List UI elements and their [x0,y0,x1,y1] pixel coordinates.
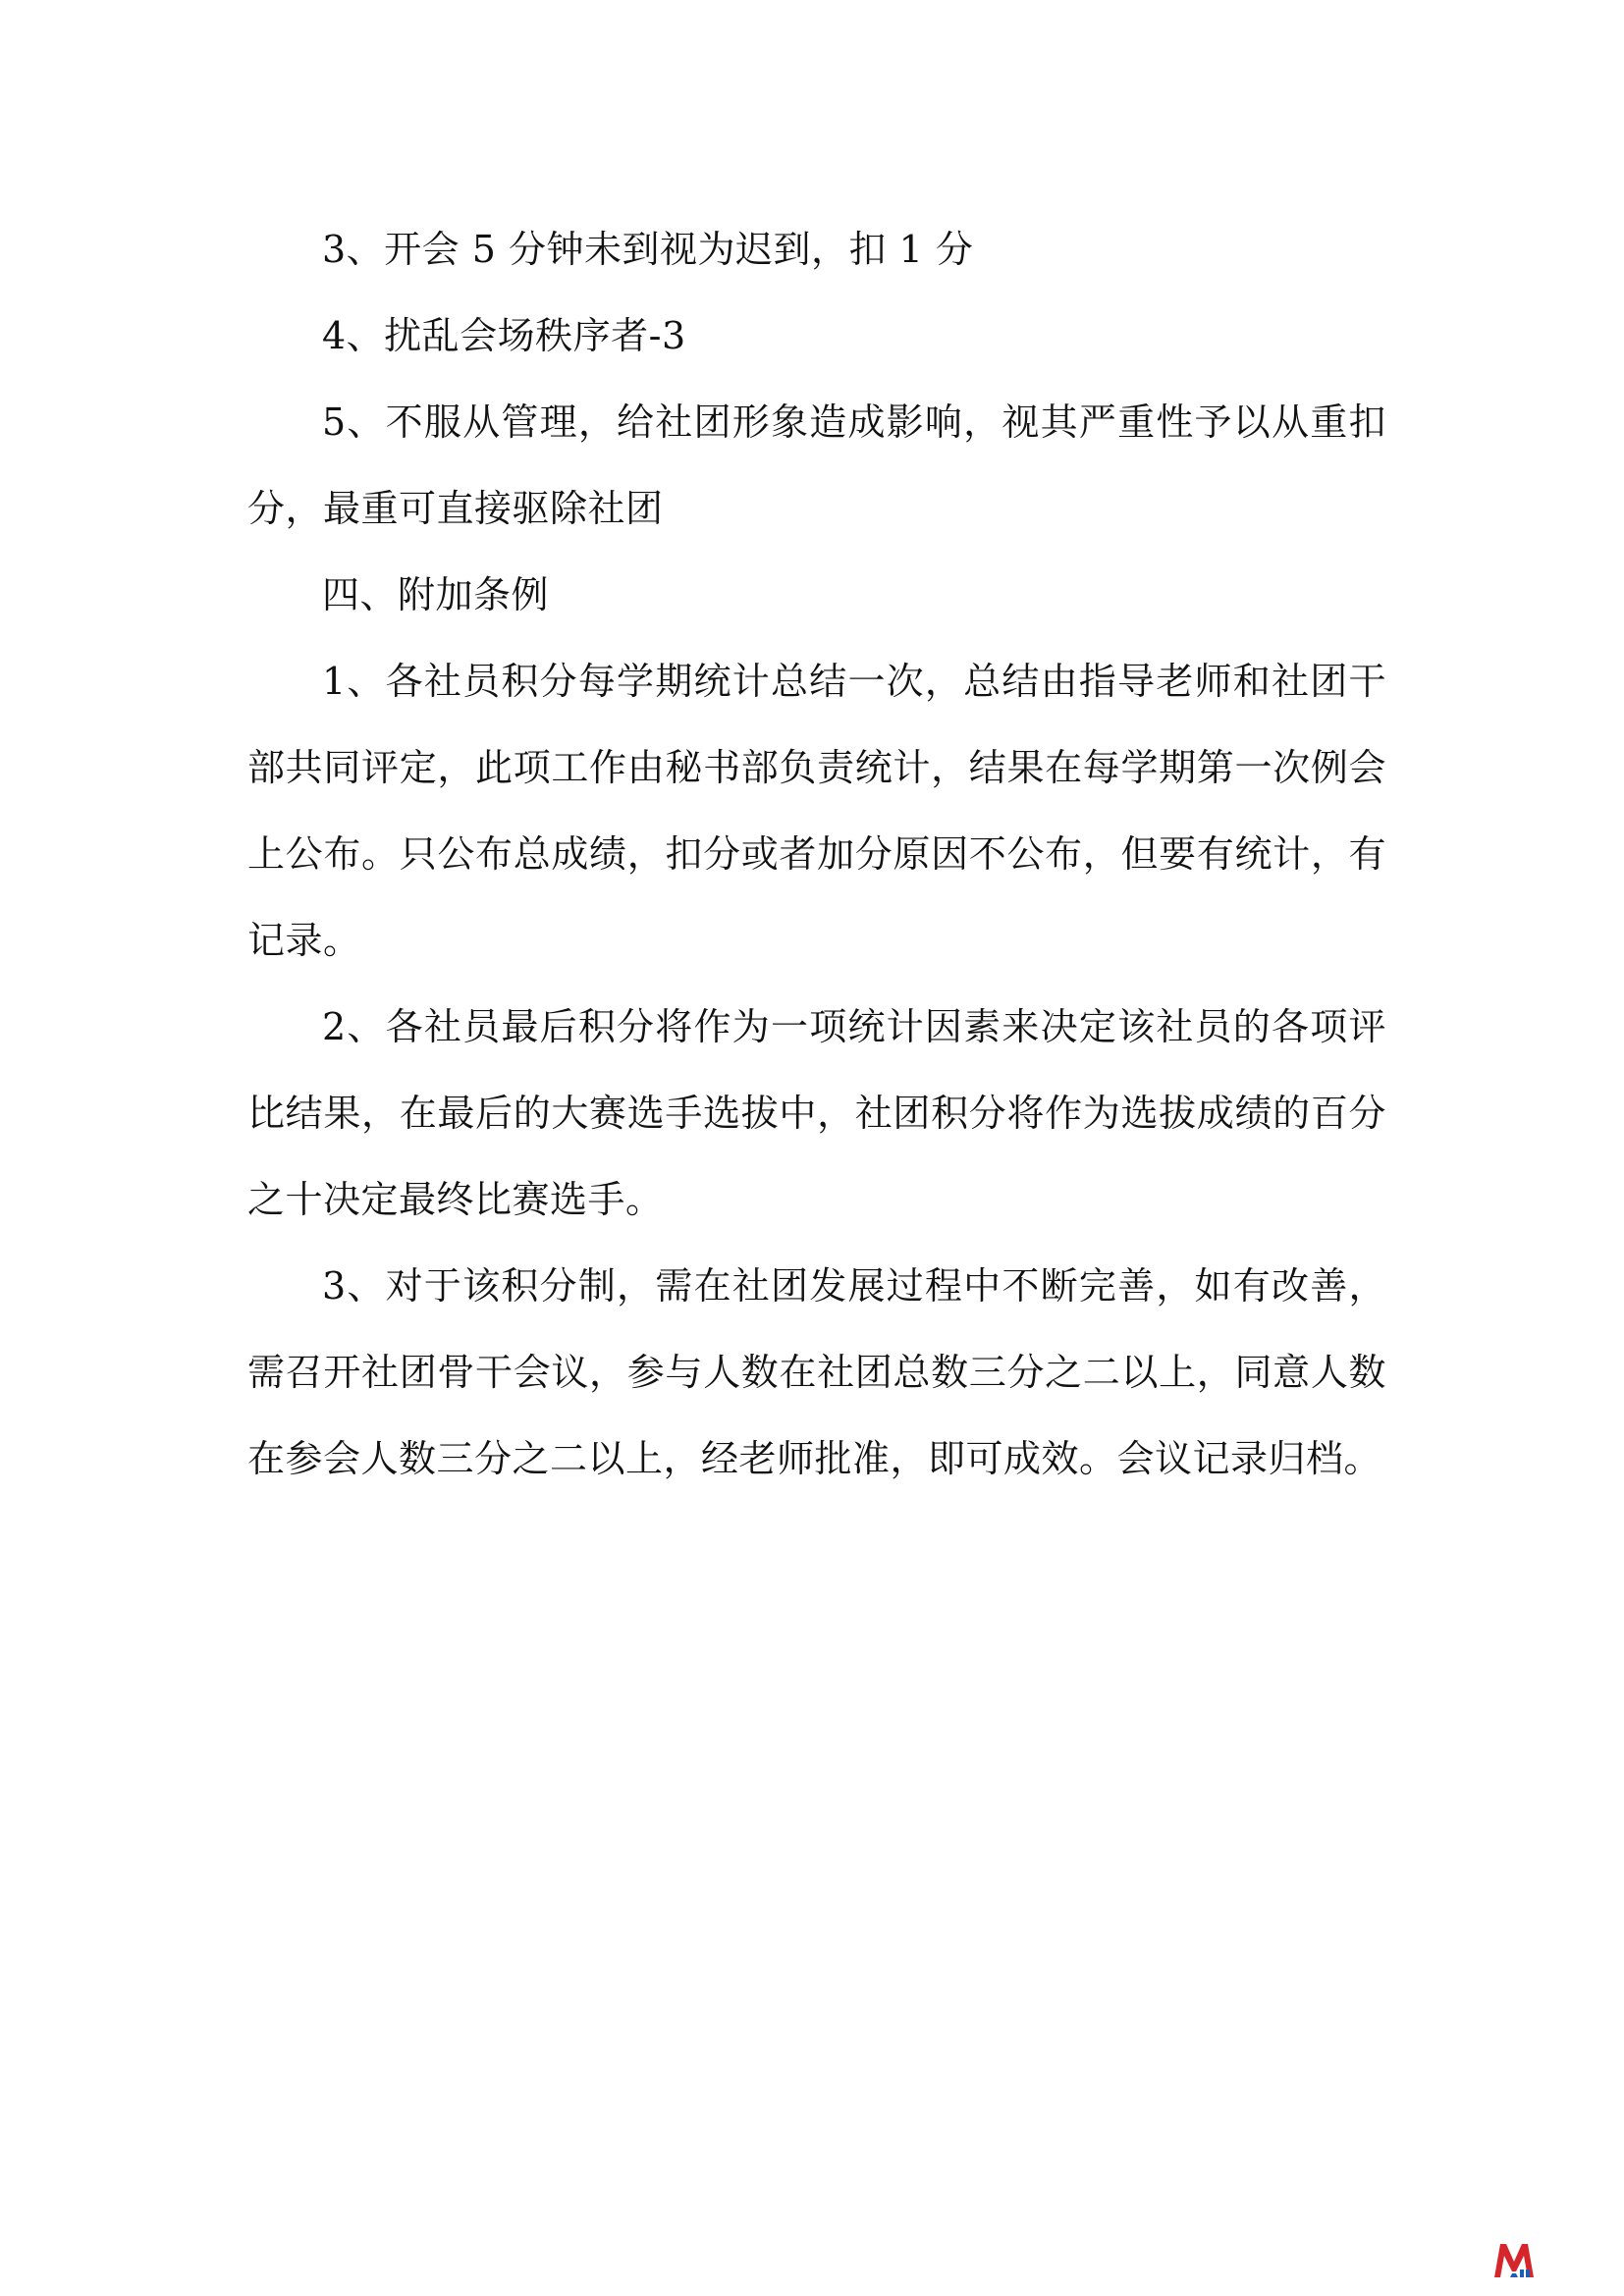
additional-rule-1: 1、各社员积分每学期统计总结一次，总结由指导老师和社团干部共同评定，此项工作由秘书部负责统计，结果在每学期第一次例会上公布。只公布总成绩，扣分或者加分原因不公布，但要有统计，有记录。 [247,660,1386,962]
additional-rule-2: 2、各社员最后积分将作为一项统计因素来决定该社员的各项评比结果，在最后的大赛选手选拔中，社团积分将作为选拔成绩的百分之十决定最终比赛选手。 [247,1005,1386,1221]
rule-5-disobey: 5、不服从管理，给社团形象造成影响，视其严重性予以从重扣分，最重可直接驱除社团 [247,400,1386,530]
document-body [247,206,1386,1502]
additional-rule-3: 3、对于该积分制，需在社团发展过程中不断完善，如有改善，需召开社团骨干会议，参与人数在社团总数三分之二以上，同意人数在参会人数三分之二以上，经老师批准，即可成效。会议记录归档。 [247,1264,1386,1480]
m-logo-icon [1492,2240,1536,2279]
rule-3-late: 3、开会 5 分钟未到视为迟到，扣 1 分 [322,228,974,271]
section-heading-additional: 四、附加条例 [322,573,550,616]
rule-4-disorder: 4、扰乱会场秩序者-3 [322,314,686,357]
